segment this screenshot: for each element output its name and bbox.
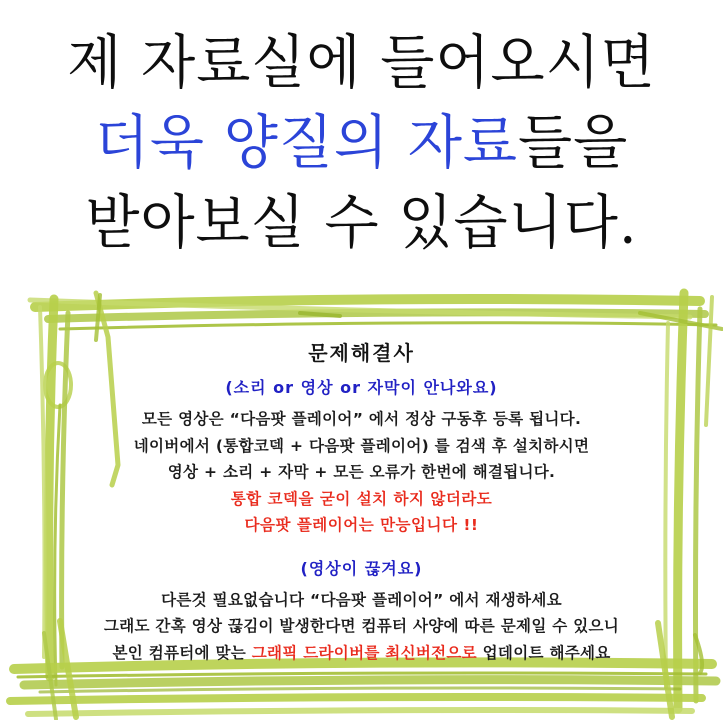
intro-line-2-rest: 들을	[518, 109, 629, 178]
section1-line-1: 모든 영상은 “다음팟 플레이어” 에서 정상 구동후 등록 됩니다.	[141, 410, 582, 428]
section1-warning-2: 다음팟 플레이어는 만능입니다 !!	[244, 515, 479, 534]
section2-line-1: 다른것 필요없습니다 “다음팟 플레이어” 에서 재생하세요	[161, 590, 562, 609]
section1-warning-1: 통합 코덱을 굳이 설치 하지 않더라도	[230, 489, 493, 508]
section2-line-3	[85, 640, 638, 667]
intro-line-3: 받아보실 수 있습니다.	[85, 189, 638, 258]
troubleshooting-content	[85, 337, 638, 666]
box-title: 문제해결사	[308, 341, 415, 365]
intro-line-1: 제 자료실에 들어오시면	[67, 29, 656, 98]
troubleshooting-box	[0, 285, 723, 720]
last-line-suffix: 업데이트 해주세요	[476, 643, 611, 662]
intro-line-2	[94, 109, 629, 178]
section1-line-3: 영상 + 소리 + 자막 + 모든 오류가 한번에 해결됩니다.	[167, 463, 556, 481]
intro-message	[0, 0, 723, 288]
section2-heading: (영상이 끊겨요)	[300, 558, 423, 578]
last-line-red-highlight: 그래픽 드라이버를 최신버전으로	[251, 643, 477, 662]
intro-line-2-highlight: 더욱 양질의 자료	[94, 109, 519, 178]
section-gap	[85, 538, 638, 556]
section2-line-2: 그래도 간혹 영상 끊김이 발생한다면 컴퓨터 사양에 따른 문제일 수 있으니	[103, 617, 620, 635]
section1-heading: (소리 or 영상 or 자막이 안나와요)	[225, 378, 498, 397]
last-line-prefix: 본인 컴퓨터에 맞는	[112, 643, 252, 662]
section1-line-2: 네이버에서 (통합코덱 + 다음팟 플레이어) 를 검색 후 설치하시면	[133, 436, 590, 455]
